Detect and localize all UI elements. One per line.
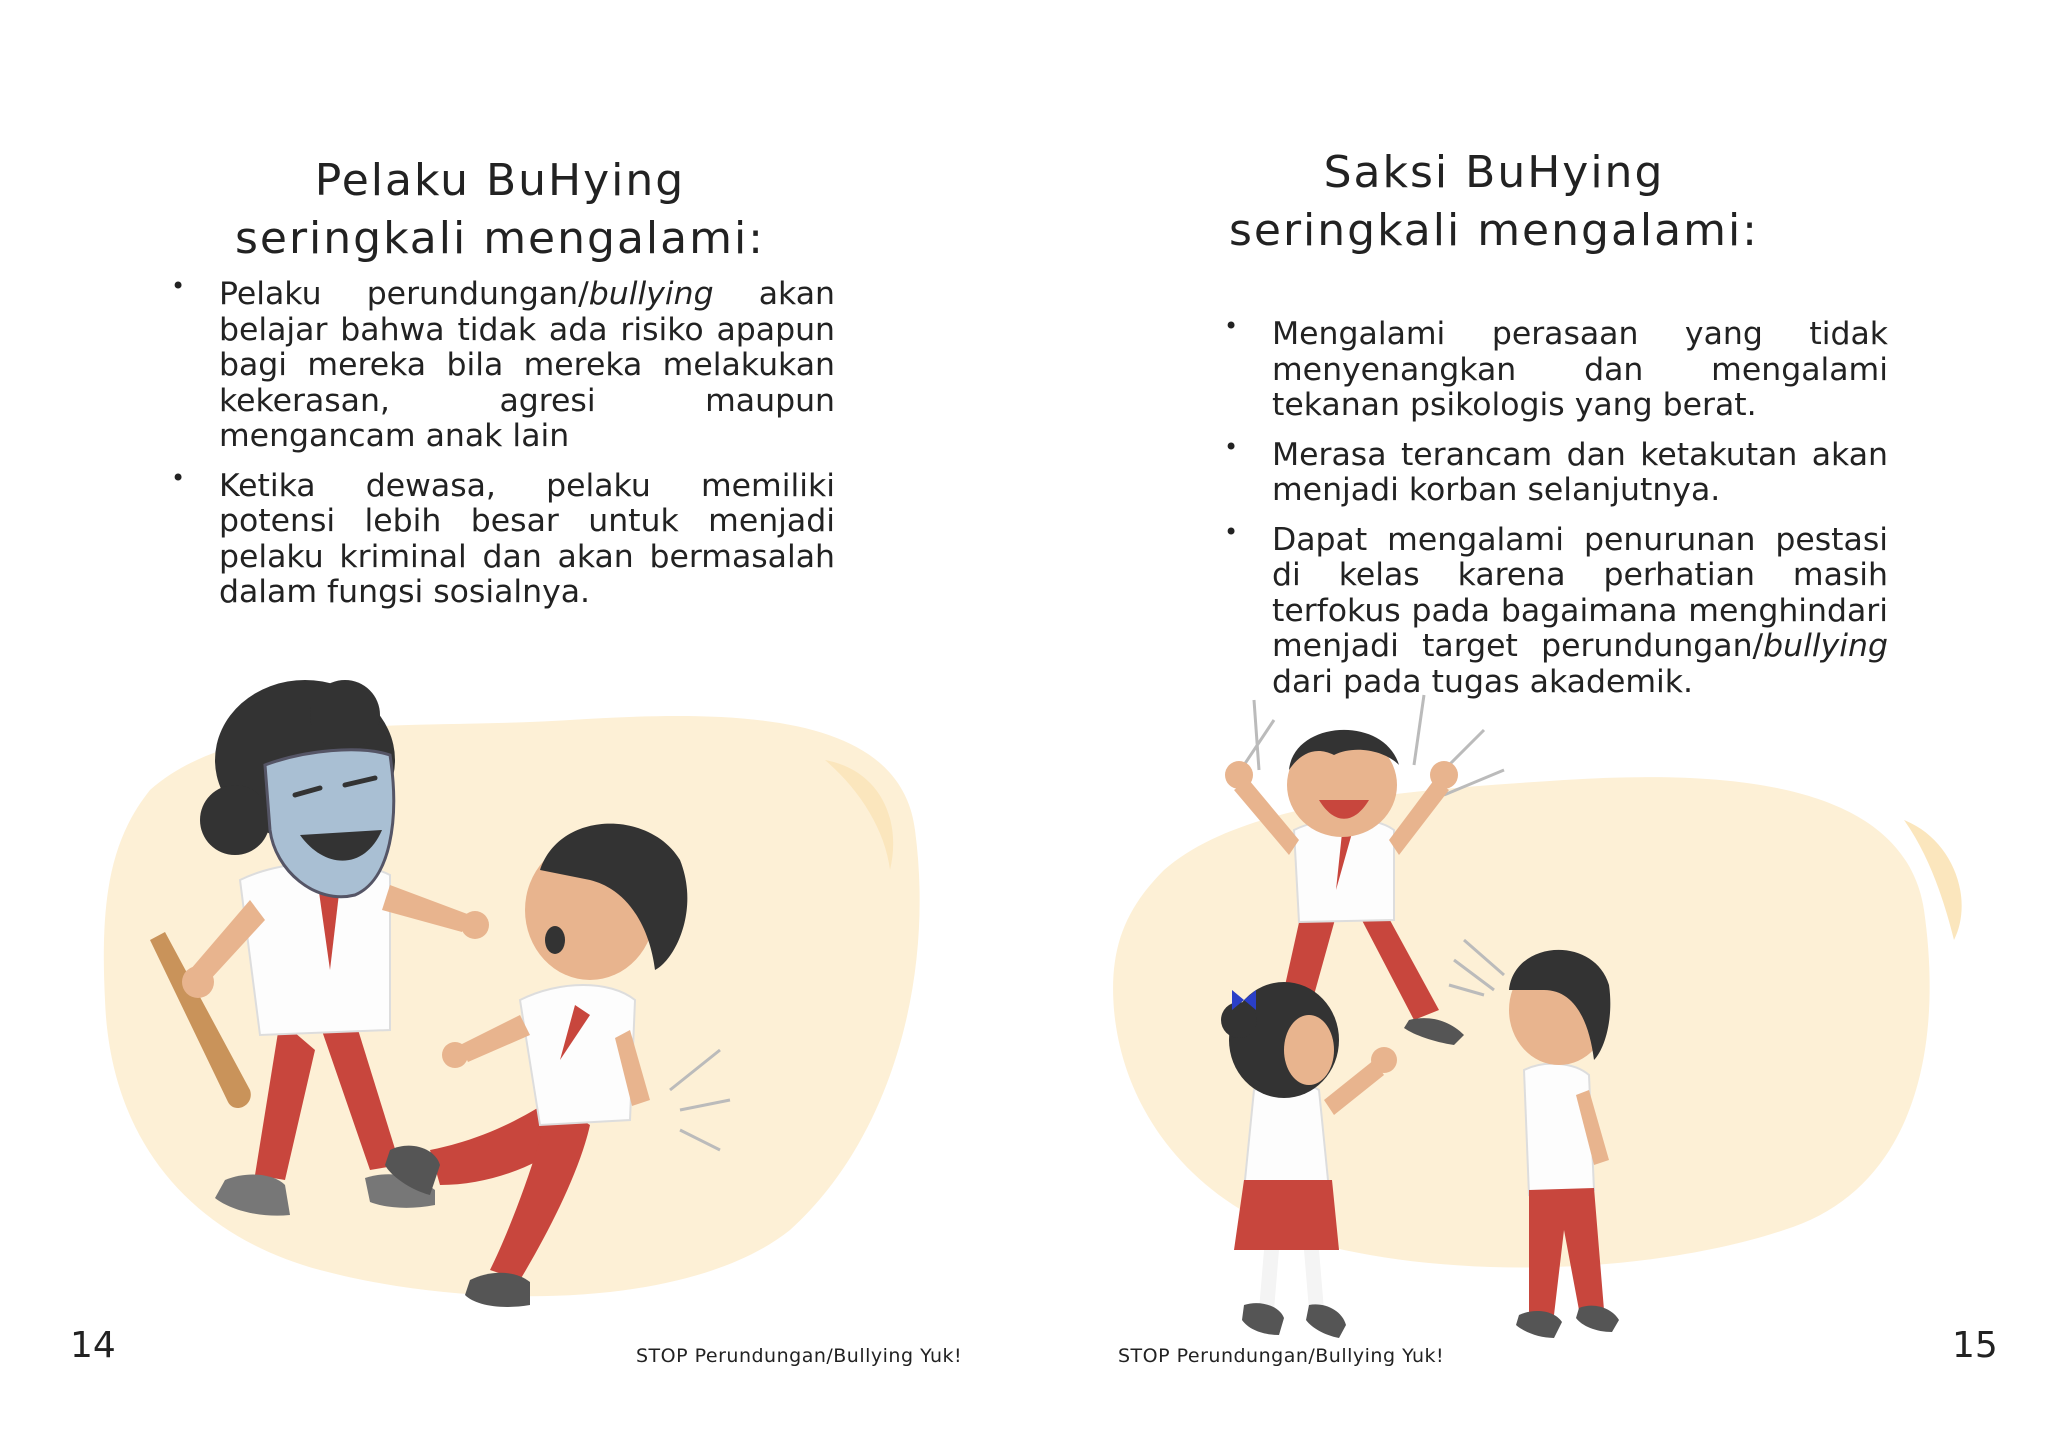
right-bullet-3 [1272, 523, 1888, 701]
right-page-title [1124, 144, 1864, 260]
right-footer: STOP Perundungan/Bullying Yuk! [1118, 1345, 1445, 1367]
left-title-line2: seringkali mengalami: [234, 213, 766, 264]
witness-illustration [1084, 690, 1984, 1370]
left-bullet-1-emphasis: bullying [588, 276, 714, 312]
left-footer: STOP Perundungan/Bullying Yuk! [636, 1345, 963, 1367]
bully-illustration [90, 670, 950, 1320]
right-page-number: 15 [1952, 1325, 1998, 1366]
right-bullet-1: • Mengalami perasaan yang tidak menyenangkan dan mengalami tekanan psikologis yang berat. [1272, 317, 1888, 424]
right-bullet-3-emphasis: bullying [1763, 628, 1888, 664]
right-title-line2: seringkali mengalami: [1228, 205, 1760, 256]
right-bullet-3-text: Dapat mengalami penurunan pestasi di kelas karena perhatian masih terfokus pada bagaimana menghindari menjadi target perundungan/ [1272, 521, 1888, 664]
left-bullet-1 [219, 277, 835, 455]
left-page-title [120, 152, 880, 268]
left-bullet-1-text: Pelaku perundungan/ [219, 276, 589, 312]
right-bullet-3-text-end: dari pada tugas akademik. [1272, 663, 1694, 700]
right-bullet-2: • Merasa terancam dan ketakutan akan menjadi korban selanjutnya. [1272, 438, 1888, 509]
left-bullet-1-text-end: akan belajar bahwa tidak ada risiko apapun bagi mereka bila mereka melakukan kekerasan, agresi maupun mengancam anak lain [219, 276, 835, 454]
left-title-line1: Pelaku BuHying [314, 155, 686, 206]
left-page-number: 14 [70, 1325, 116, 1366]
left-bullet-2: • Ketika dewasa, pelaku memiliki potensi lebih besar untuk menjadi pelaku kriminal dan akan bermasalah dalam fungsi sosialnya. [219, 469, 835, 611]
right-title-line1: Saksi BuHying [1323, 147, 1665, 198]
left-bullet-list [219, 277, 835, 625]
right-page [1024, 0, 2048, 1453]
right-bullet-list [1272, 317, 1888, 714]
